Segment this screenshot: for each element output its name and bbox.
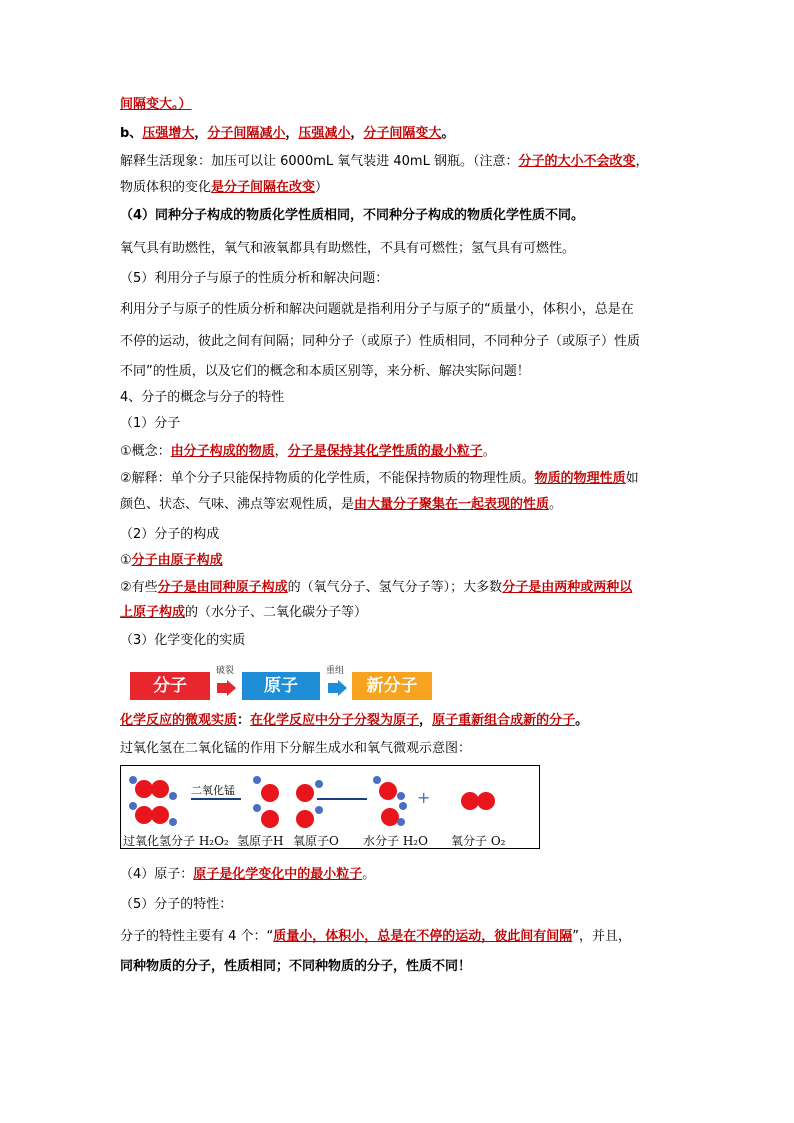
hydrogen-atom [397,792,405,800]
text-line-20: （3）化学变化的实质 [120,633,246,648]
o2-label: 氧分子 O₂ [451,834,506,848]
recombine-label: 重组 [326,666,345,676]
text-line-16: （2）分子的构成 [120,527,220,542]
text-line-1: 间隔变大。） [120,97,192,112]
recombine-arrow-stem [328,683,338,693]
oxygen-atom [261,784,279,802]
hydrogen-atom [169,818,177,826]
oxygen-atom-label: 氧原子O [293,834,339,848]
text-line-6: 氧气具有助燃性，氧气和液氧都具有助燃性，不具有可燃性；氢气具有可燃性。 [120,241,576,256]
hydrogen-atom [315,780,323,788]
hydrogen-atom [129,802,137,810]
text-line-9: 不停的运动，彼此之间有间隔；同种分子（或原子）性质相同，不同种分子（或原子）性质 [120,334,641,349]
text-line-15: 颜色、状态、气味、沸点等宏观性质，是由大量分子聚集在一起表现的性质。 [120,497,563,512]
h2o2-label: 过氧化氢分子 H₂O₂ [123,834,229,848]
text-line-8: 利用分子与原子的性质分析和解决问题就是指利用分子与原子的“质量小，体积小，总是在 [120,302,634,317]
text-line-13: ①概念：由分子构成的物质，分子是保持其化学性质的最小粒子。 [120,444,496,459]
oxygen-atom [151,806,169,824]
recombine-arrow-icon [338,680,347,696]
oxygen-atom [261,810,279,828]
hydrogen-atom [397,818,405,826]
text-line-22: 过氧化氢在二氧化锰的作用下分解生成水和氧气微观示意图： [120,741,472,756]
text-line-23: （4）原子：原子是化学变化中的最小粒子。 [120,867,376,882]
oxygen-atom [296,784,314,802]
text-line-12: （1）分子 [120,416,181,431]
text-line-17: ①分子由原子构成 [120,553,223,568]
text-line-5: （4）同种分子构成的物质化学性质相同，不同种分子构成的物质化学性质不同。 [120,208,585,223]
catalyst-label: 二氧化锰 [191,784,235,797]
reaction-flow [130,666,440,704]
oxygen-atom [151,780,169,798]
molecule-box: 分子 [130,672,210,700]
hydrogen-atom [399,802,407,810]
text-line-11: 4、分子的概念与分子的特性 [120,390,285,405]
text-line-2: b、压强增大，分子间隔减小，压强减小，分子间隔变大。 [120,126,455,141]
h2o2-decomposition-diagram [120,765,540,849]
text-line-25: 分子的特性主要有 4 个：“质量小，体积小，总是在不停的运动，彼此间有间隔”，并且， [120,929,632,944]
hydrogen-atom [315,806,323,814]
hydrogen-atom [253,804,261,812]
new-molecule-box: 新分子 [352,672,432,700]
water-label: 水分子 H₂O [363,834,428,848]
oxygen-atom [296,810,314,828]
text-line-18: ②有些分子是由同种原子构成的（氧气分子、氢气分子等）；大多数分子是由两种或两种以 [120,580,633,595]
text-line-26: 同种物质的分子，性质相同；不同种物质的分子，性质不同！ [120,959,472,974]
hydrogen-atom [169,792,177,800]
reaction-line-2 [317,798,367,800]
plus-sign: + [417,788,431,807]
hydrogen-atom [253,776,261,784]
text-line-3: 解释生活现象：加压可以让 6000mL 氧气装进 40mL 钢瓶。（注意：分子的大小不会改变， [120,154,649,169]
hydrogen-atom-label: 氢原子H [237,834,284,848]
oxygen-atom [379,782,397,800]
text-line-19: 上原子构成的（水分子、二氧化碳分子等） [120,605,368,620]
split-arrow-stem [217,683,227,693]
text-line-7: （5）利用分子与原子的性质分析和解决问题： [120,271,389,286]
split-arrow-icon [227,680,236,696]
text-line-21: 化学反应的微观实质：在化学反应中分子分裂为原子，原子重新组合成新的分子。 [120,713,589,728]
text-line-24: （5）分子的特性： [120,897,233,912]
hydrogen-atom [129,776,137,784]
atom-box: 原子 [242,672,320,700]
text-line-10: 不同”的性质，以及它们的概念和本质区别等，来分析、解决实际问题！ [120,364,530,379]
oxygen-atom [477,792,495,810]
text-line-14: ②解释：单个分子只能保持物质的化学性质，不能保持物质的物理性质。物质的物理性质如 [120,471,639,486]
reaction-line [191,798,241,800]
hydrogen-atom [373,776,381,784]
split-label: 破裂 [216,666,235,676]
text-line-4: 物质体积的变化是分子间隔在改变） [120,180,329,195]
